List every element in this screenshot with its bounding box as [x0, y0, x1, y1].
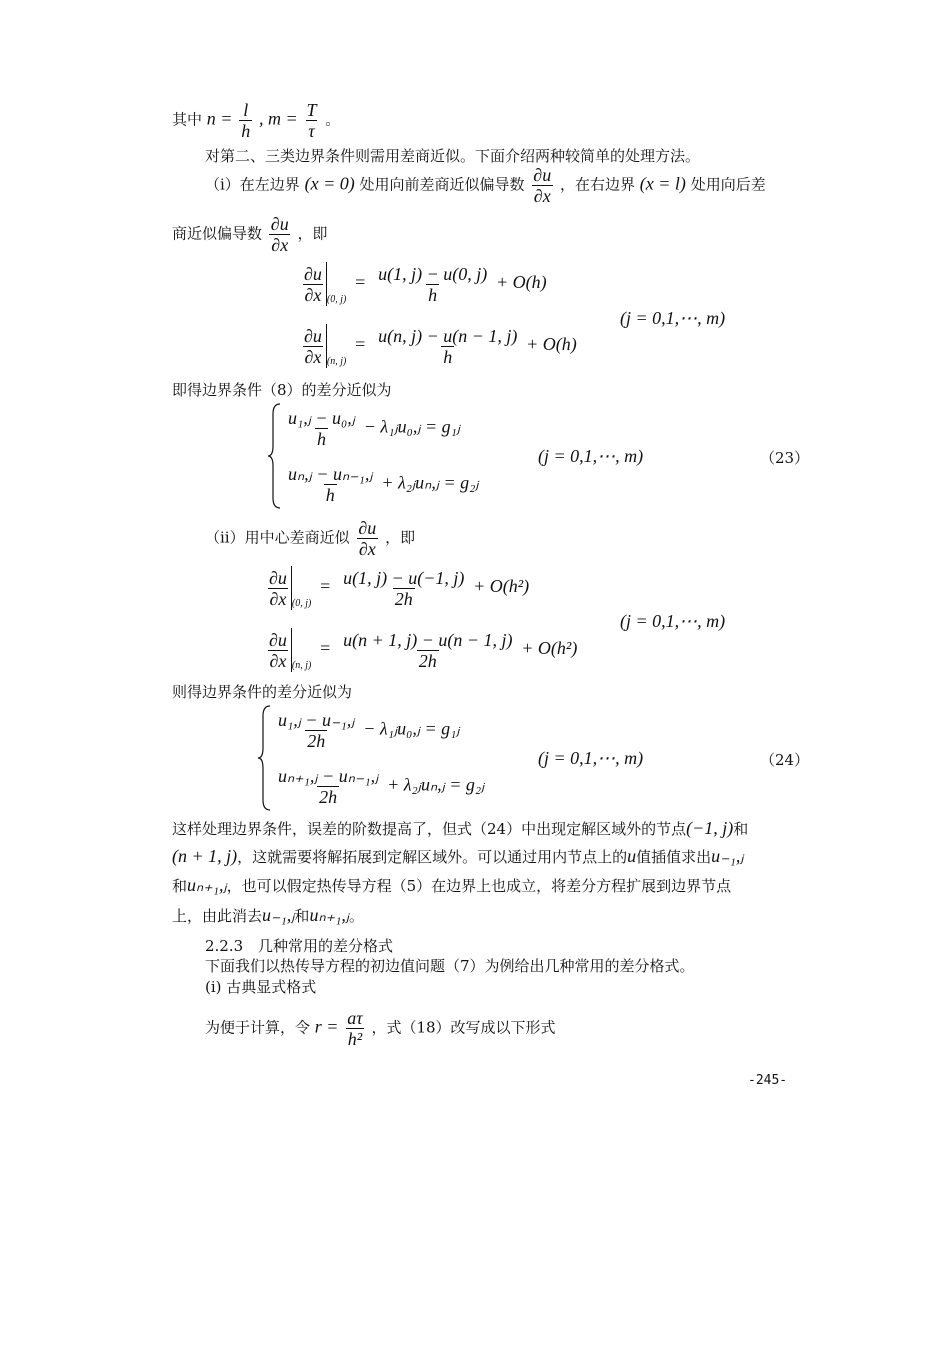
node-minus-one: (−1, j) [686, 818, 734, 838]
cond-right: (x = l) [639, 173, 686, 194]
method-i-line1 [205, 165, 766, 206]
fraction-den: ∂x [533, 186, 551, 206]
cond-left: (x = 0) [304, 173, 355, 194]
difference-quotient [376, 326, 519, 367]
error-term: + O(h) [495, 272, 547, 292]
section-heading [205, 936, 393, 956]
brace-path [258, 706, 270, 810]
equation-forward-1 [300, 262, 547, 306]
fraction-den: h [443, 346, 453, 367]
subsection-heading: (i) 古典显式格式 [205, 978, 317, 996]
var-u-nplus1: uₙ₊₁,ⱼ [187, 875, 227, 895]
intro-paragraph: 对第二、三类边界条件则需用差商近似。下面介绍两种较简单的处理方法。 [205, 147, 701, 165]
brace-23 [268, 402, 282, 510]
fraction-num: ∂u [269, 567, 287, 588]
fraction-num: aτ [347, 1008, 363, 1028]
fraction-r [345, 1008, 364, 1049]
var-u: u [627, 846, 637, 866]
difference-quotient [286, 408, 357, 449]
fraction-num: ∂u [270, 214, 289, 234]
fraction-t-over-tau [304, 100, 318, 141]
fraction-num: u₁,ⱼ − u₀,ⱼ [288, 408, 355, 428]
fraction-den: 2h [418, 650, 437, 671]
fraction-den: ∂x [269, 650, 287, 671]
node-n-plus-one: (n + 1, j) [172, 846, 238, 866]
difference-quotient [341, 568, 466, 609]
eval-subscript: (n, j) [326, 356, 347, 367]
section-title: 几种常用的差分格式 [257, 937, 393, 955]
eval-subscript: (0, j) [326, 294, 347, 305]
result-line4 [172, 905, 364, 926]
result-line2 [172, 846, 744, 867]
result-line1 [172, 818, 748, 839]
result-text: 和 [172, 877, 188, 895]
last-text2: ，式（18）改写成以下形式 [371, 1018, 556, 1037]
method-ii-text2: ，即 [385, 528, 416, 547]
fraction-num: uₙ₊₁,ⱼ − uₙ₋₁,ⱼ [278, 766, 379, 786]
method-ii-line [205, 518, 415, 559]
equation-rest: + λ₂ⱼuₙ,ⱼ = g₂ⱼ [381, 472, 479, 493]
equation-rest: + λ₂ⱼuₙ,ⱼ = g₂ⱼ [387, 774, 485, 795]
fraction-den: 2h [394, 588, 413, 609]
method-i-text1: （i）在左边界 [205, 175, 300, 194]
fraction-den: ∂x [271, 235, 289, 255]
section-number: 2.2.3 [205, 937, 244, 955]
equation-rest: − λ₁ⱼu₀,ⱼ = g₁ⱼ [363, 416, 461, 437]
result-text: 上，由此消去 [172, 907, 263, 925]
method-i-text5: 商近似偏导数 [172, 224, 263, 243]
range-24: (j = 0,1,⋯, m) [538, 748, 644, 768]
result-text: 。 [349, 907, 365, 925]
result-line3 [172, 875, 731, 896]
fraction-den: ∂x [304, 284, 322, 305]
equals-sign: = [355, 334, 366, 354]
partial-derivative [356, 518, 378, 559]
fraction-num: l [243, 100, 249, 120]
error-term: + O(h²) [521, 638, 578, 658]
var-u-nplus1: uₙ₊₁,ⱼ [309, 905, 350, 925]
fraction-num: u(n, j) − u(n − 1, j) [378, 325, 518, 346]
fraction-den: h [428, 284, 438, 305]
equation-24-line1 [274, 710, 460, 751]
equation-central-1 [265, 566, 529, 610]
section-paragraph: 下面我们以热传导方程的初边值问题（7）为例给出几种常用的差分格式。 [205, 957, 695, 975]
fraction-num: uₙ,ⱼ − uₙ₋₁,ⱼ [288, 464, 373, 484]
fraction-num: ∂u [304, 325, 322, 346]
partial-derivative [302, 326, 324, 367]
method-i-text2: 处用向前差商近似偏导数 [359, 175, 525, 194]
fraction-den: h² [347, 1029, 363, 1049]
fraction-den: h [241, 121, 251, 141]
error-term: + O(h²) [473, 576, 530, 596]
last-text1: 为便于计算，令 [205, 1018, 311, 1037]
result-text: 值插值求出 [636, 848, 712, 866]
equation-23-line1 [284, 408, 460, 449]
partial-derivative [267, 630, 289, 671]
fraction-num: ∂u [269, 629, 287, 650]
var-u-minus1: u₋₁,ⱼ [711, 846, 744, 866]
equals-sign: = [355, 272, 366, 292]
partial-derivative [267, 568, 289, 609]
r-lhs: r = [314, 1016, 339, 1037]
partial-derivative [302, 264, 324, 305]
partial-derivative [269, 214, 291, 255]
equation-24-line2 [274, 766, 484, 807]
bc8-text: 即得边界条件（8）的差分近似为 [172, 381, 392, 399]
equals-sign: = [320, 576, 331, 596]
fraction-den: ∂x [358, 539, 376, 559]
fraction-den: τ [308, 121, 315, 141]
fraction-num: ∂u [304, 263, 322, 284]
fraction-num: T [306, 100, 317, 120]
method-i-line2 [172, 214, 328, 255]
result-text: 和 [294, 907, 310, 925]
difference-quotient [376, 264, 489, 305]
eq-n-lhs: n = [206, 108, 233, 129]
error-term: + O(h) [526, 334, 577, 354]
eq-m-lhs: , m = [259, 108, 298, 129]
fraction-num: ∂u [358, 518, 377, 538]
equation-23-line2 [284, 464, 479, 505]
range-23: (j = 0,1,⋯, m) [538, 446, 644, 466]
result-text: ，也可以假定热传导方程（5）在边界上也成立，将差分方程扩展到边界节点 [226, 877, 732, 895]
range-central: (j = 0,1,⋯, m) [620, 611, 726, 631]
bc-central-text: 则得边界条件的差分近似为 [172, 683, 353, 701]
difference-quotient [276, 710, 356, 751]
brace-path [268, 404, 280, 508]
fraction-den: h [316, 429, 326, 449]
fraction-l-over-h [239, 100, 252, 141]
range-forward: (j = 0,1,⋯, m) [620, 308, 726, 328]
method-i-text6: ，即 [297, 224, 328, 243]
prefix-text: 其中 [172, 110, 203, 129]
method-ii-text1: （ii）用中心差商近似 [205, 528, 350, 547]
equation-label-24: （24） [760, 751, 810, 769]
var-u-minus1: u₋₁,ⱼ [262, 905, 295, 925]
fraction-num: u(n + 1, j) − u(n − 1, j) [343, 629, 513, 650]
fraction-den: 2h [319, 787, 338, 807]
result-text: 这样处理边界条件，误差的阶数提高了，但式（24）中出现定解区域外的节点 [172, 820, 687, 838]
difference-quotient [286, 464, 375, 505]
fraction-den: 2h [307, 731, 326, 751]
definition-line [172, 100, 340, 141]
method-i-text3: ，在右边界 [559, 175, 635, 194]
partial-derivative [531, 165, 553, 206]
fraction-den: h [325, 485, 335, 505]
fraction-num: u(1, j) − u(0, j) [378, 263, 488, 284]
fraction-num: u₁,ⱼ − u₋₁,ⱼ [278, 710, 355, 730]
suffix-text: 。 [325, 110, 341, 129]
eval-subscript: (n, j) [291, 660, 312, 671]
last-line [205, 1008, 556, 1049]
equals-sign: = [320, 638, 331, 658]
page-number: -245- [748, 1073, 788, 1088]
eval-subscript: (0, j) [291, 598, 312, 609]
equation-rest: − λ₁ⱼu₀,ⱼ = g₁ⱼ [363, 718, 460, 739]
fraction-den: ∂x [269, 588, 287, 609]
equation-central-2 [265, 628, 577, 672]
fraction-num: u(1, j) − u(−1, j) [343, 567, 465, 588]
difference-quotient [276, 766, 380, 807]
fraction-den: ∂x [304, 346, 322, 367]
result-text: ，这就需要将解拓展到定解区域外。可以通过用内节点上的 [237, 848, 628, 866]
result-text: 和 [733, 820, 749, 838]
equation-forward-2 [300, 324, 577, 368]
brace-24 [258, 704, 272, 812]
fraction-num: ∂u [533, 165, 552, 185]
method-i-text4: 处用向后差 [690, 175, 766, 194]
equation-label-23: （23） [760, 449, 810, 467]
difference-quotient [341, 630, 514, 671]
